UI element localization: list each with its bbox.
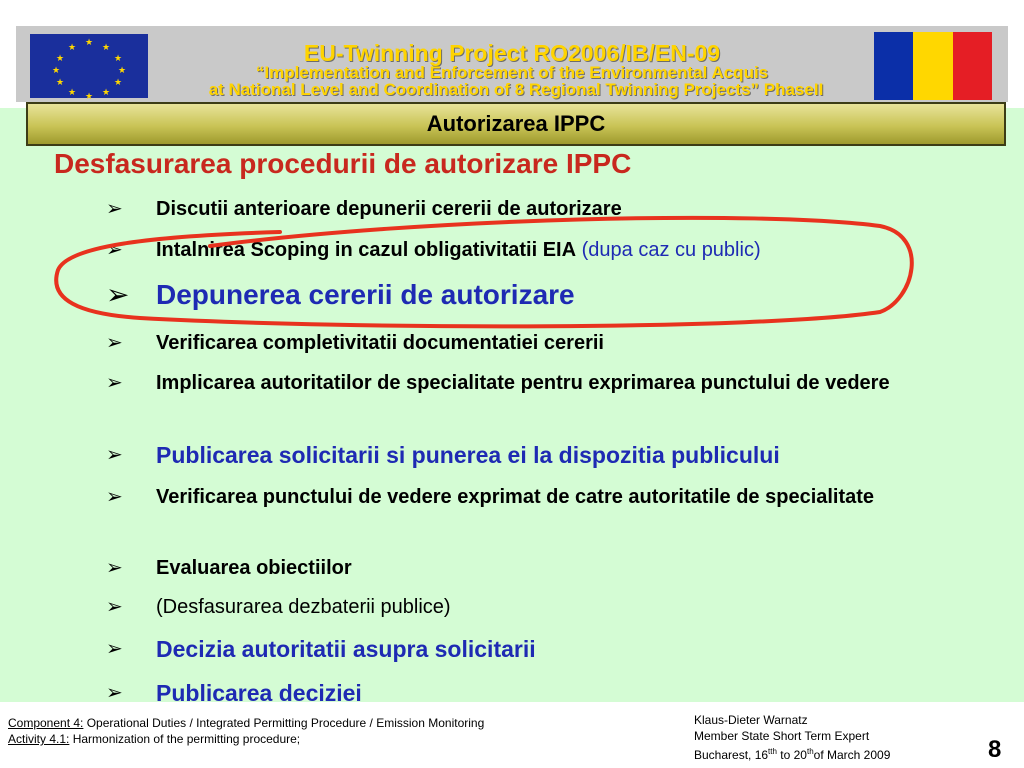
list-item-text: Publicarea deciziei	[156, 680, 362, 706]
list-item	[106, 194, 986, 224]
slide-heading: Desfasurarea procedurii de autorizare IPPC	[54, 148, 632, 179]
list-item	[106, 440, 986, 470]
component-label: Component 4:	[8, 716, 84, 730]
bullet-arrow-icon: ➢	[106, 332, 123, 354]
title-bar-label: Autorizarea IPPC	[426, 111, 606, 136]
footer-author	[694, 712, 890, 763]
activity-label: Activity 4.1:	[8, 732, 70, 746]
bullet-arrow-icon: ➢	[106, 557, 123, 579]
eu-flag-icon: ★ ★ ★ ★ ★ ★ ★ ★ ★ ★ ★ ★	[30, 34, 148, 98]
project-subtitle-line1: “Implementation and Enforcement of the Environmental Acquis	[255, 63, 769, 82]
bullet-arrow-icon: ➢	[106, 279, 130, 310]
list-item-text: Publicarea solicitarii si punerea ei la dispozitia publicului	[156, 442, 780, 468]
bullet-arrow-icon: ➢	[106, 198, 123, 220]
list-item-text: Verificarea punctului de vedere exprimat de catre autoritatile de specialitate	[156, 486, 875, 508]
bullet-arrow-icon: ➢	[106, 638, 123, 660]
list-item-text: Verificarea completivitatii documentatiei cererii	[156, 332, 604, 354]
list-item-text: Depunerea cererii de autorizare	[156, 279, 575, 310]
list-item	[106, 592, 986, 622]
list-item	[106, 634, 986, 664]
author-name: Klaus-Dieter Warnatz	[694, 713, 808, 727]
bullet-arrow-icon: ➢	[106, 444, 123, 466]
footer-info	[8, 715, 484, 747]
list-item-aside: (dupa caz cu public)	[576, 239, 761, 261]
list-item-text: Evaluarea obiectiilor	[156, 557, 352, 579]
list-item-text: Discutii anterioare depunerii cererii de autorizare	[156, 198, 622, 220]
slide-header	[16, 26, 1008, 102]
bullet-arrow-icon: ➢	[106, 372, 123, 394]
list-item	[106, 235, 986, 265]
list-item-text: (Desfasurarea dezbaterii publice)	[156, 596, 451, 618]
list-item	[106, 553, 986, 583]
list-item-text: Implicarea autoritatilor de specialitate pentru exprimarea punctului de vedere	[156, 372, 890, 394]
project-title: EU-Twinning Project RO2006/IB/EN-09	[303, 40, 721, 66]
list-item	[106, 482, 986, 512]
list-item-text: Intalnirea Scoping in cazul obligativitatii EIA	[156, 239, 577, 261]
bullet-arrow-icon: ➢	[106, 239, 123, 261]
list-item	[106, 678, 986, 708]
list-item-text: Decizia autoritatii asupra solicitarii	[156, 636, 536, 662]
list-item	[106, 368, 986, 398]
title-bar	[26, 102, 1006, 146]
list-item	[106, 328, 986, 358]
bullet-arrow-icon: ➢	[106, 596, 123, 618]
component-text: Operational Duties / Integrated Permitting Procedure / Emission Monitoring	[83, 716, 485, 730]
event-date: Bucharest, $16^{tth}$ to 20thof March 2009	[694, 747, 891, 762]
activity-text: Harmonization of the permitting procedure;	[69, 732, 301, 746]
author-role: Member State Short Term Expert	[694, 729, 870, 743]
page-number: 8	[988, 736, 1002, 763]
bullet-arrow-icon: ➢	[106, 486, 123, 508]
project-subtitle-line2: at National Level and Coordination of 8 Regional Twinning Projects” PhaseII	[208, 80, 824, 99]
list-item-highlighted	[106, 280, 986, 310]
bullet-arrow-icon: ➢	[106, 682, 123, 704]
